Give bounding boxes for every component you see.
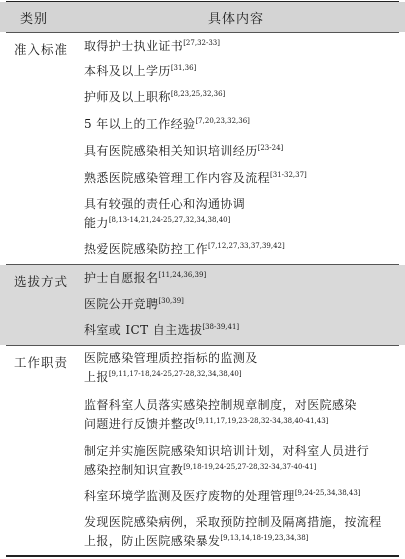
- item-text: 本科及以上学历: [84, 64, 171, 78]
- item-ref: [9,18-19,24-25,27-28,32-34,37-40-41]: [183, 463, 317, 471]
- item-text: 医院公开竞聘: [84, 297, 159, 311]
- item-line: [84, 532, 382, 551]
- item-text: 具有医院感染相关知识培训经历: [84, 144, 258, 158]
- item-text: 护士自愿报名: [84, 271, 159, 285]
- item-ref: [31,36]: [170, 64, 197, 72]
- list-item: [84, 396, 357, 434]
- list-item: [84, 295, 184, 314]
- item-text: 医院感染管理质控指标的监测及: [84, 351, 258, 365]
- list-item: [84, 62, 196, 81]
- item-ref: [23-24]: [257, 144, 284, 152]
- item-text: 取得护士执业证书: [84, 39, 184, 53]
- item-ref: [7,12,27,33,37,39,42]: [208, 242, 285, 250]
- category-selection: 选拔方式: [14, 274, 69, 289]
- list-item: [84, 269, 206, 288]
- list-item: [84, 142, 283, 161]
- item-text: 热爱医院感染防控工作: [84, 242, 209, 256]
- item-text: 监督科室人员落实感染控制规章制度，对医院感染: [84, 398, 357, 412]
- item-ref: [8,13-14,21,24-25,27,32,34,38,40]: [108, 216, 231, 224]
- item-ref: [11,24,36,39]: [158, 271, 207, 279]
- table-header: [0, 2, 405, 32]
- item-line: [84, 415, 357, 434]
- category-duties: 工作职责: [14, 355, 69, 370]
- list-item: [84, 487, 361, 506]
- item-text: 护师及以上职称: [84, 90, 171, 104]
- item-text: 感染控制知识宣教: [84, 463, 184, 477]
- item-line: [84, 195, 245, 214]
- header-rule: [6, 32, 399, 33]
- item-text: 具有较强的责任心和沟通协调: [84, 197, 246, 211]
- item-ref: [7,20,23,32,36]: [195, 117, 250, 125]
- list-item: [84, 321, 239, 340]
- item-line: [84, 368, 258, 387]
- item-text: 科室或 ICT 自主选拔: [84, 323, 203, 337]
- item-line: [84, 513, 382, 532]
- list-item: [84, 88, 225, 107]
- list-item: [84, 349, 258, 387]
- list-item: [84, 195, 245, 233]
- item-text: 科室环境学监测及医疗废物的处理管理: [84, 489, 295, 503]
- list-item: [84, 37, 220, 56]
- header-category: 类别: [20, 12, 49, 27]
- item-ref: [31-32,37]: [270, 171, 307, 179]
- item-text: 制定并实施医院感染知识培训计划，对科室人员进行: [84, 444, 370, 458]
- item-text: 发现医院感染病例，采取预防控制及隔离措施，按流程: [84, 515, 382, 529]
- list-item: [84, 240, 285, 259]
- item-text: 问题进行反馈并整改: [84, 417, 196, 431]
- item-line: [84, 396, 357, 415]
- item-ref: [9,11,17,19,23-28,32-34,38,40-41,43]: [195, 417, 329, 425]
- item-text: 5 年以上的工作经验: [84, 117, 196, 131]
- item-line: [84, 461, 369, 480]
- list-item: [84, 115, 250, 134]
- list-item: [84, 442, 369, 480]
- item-text: 上报: [84, 370, 109, 384]
- item-ref: [27,32-33]: [183, 39, 220, 47]
- table-bottom-rule: [6, 555, 399, 557]
- list-item: [84, 169, 307, 188]
- group-divider: [6, 345, 399, 346]
- item-ref: [30,39]: [158, 297, 184, 305]
- item-line: [84, 442, 369, 461]
- item-line: [84, 214, 245, 233]
- item-ref: [9,13,14,18-19,23,34,38]: [220, 534, 309, 542]
- item-text: 能力: [84, 216, 109, 230]
- item-text: 上报，防止医院感染暴发: [84, 534, 221, 548]
- category-admission: 准入标准: [14, 42, 69, 57]
- header-content: 具体内容: [208, 12, 265, 27]
- item-ref: [9,11,17-18,24-25,27-28,32,34,38,40]: [108, 370, 242, 378]
- item-line: [84, 349, 258, 368]
- item-ref: [38-39,41]: [202, 323, 240, 331]
- list-item: [84, 513, 382, 551]
- item-ref: [8,23,25,32,36]: [170, 90, 226, 98]
- item-ref: [9,24-25,34,38,43]: [294, 489, 361, 497]
- item-text: 熟悉医院感染管理工作内容及流程: [84, 171, 271, 185]
